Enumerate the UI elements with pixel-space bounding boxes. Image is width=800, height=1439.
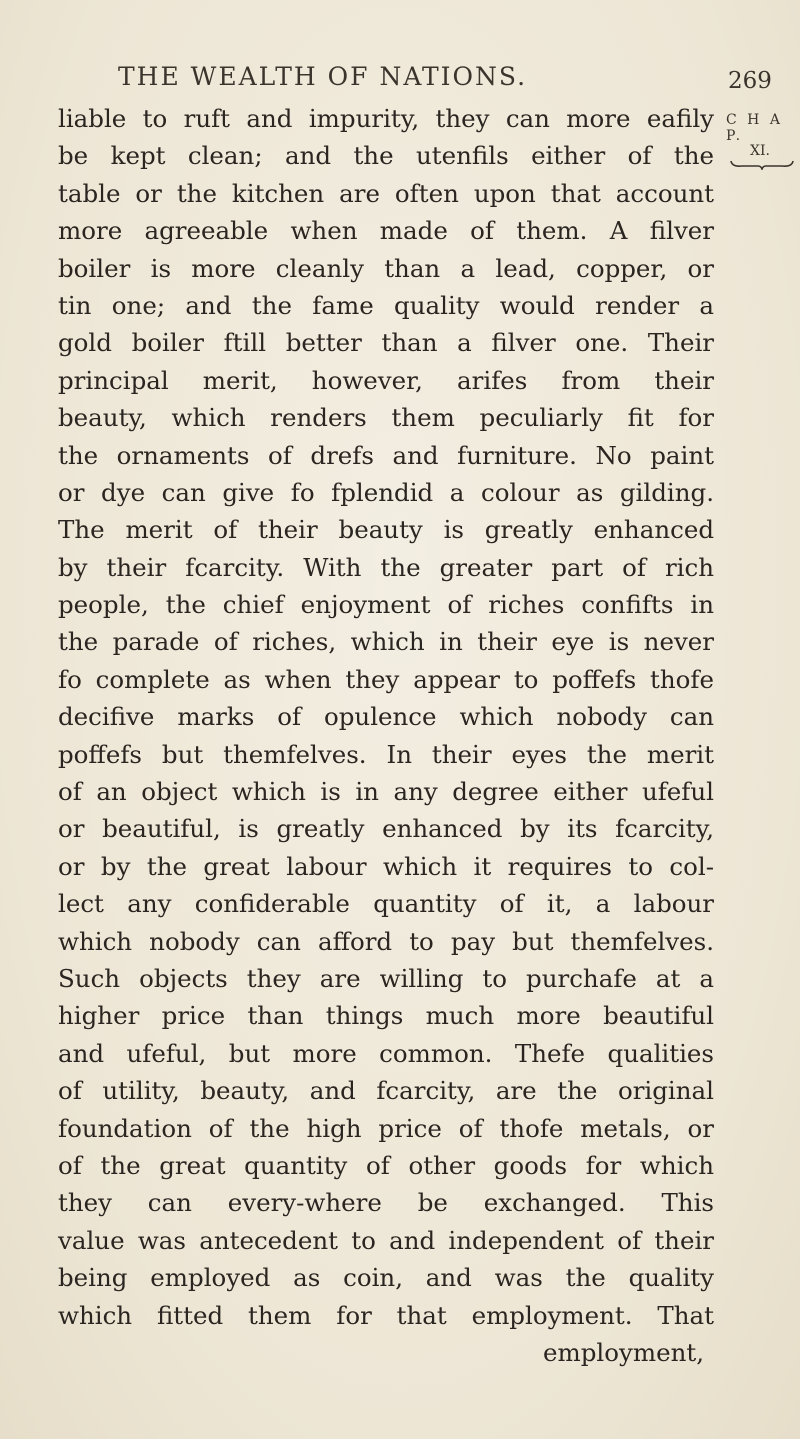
text-line-content: value was antecedent to and independent of their	[58, 1225, 714, 1255]
chapter-number: XI.	[750, 143, 770, 159]
text-line-content: by their fcarcity. With the greater part of rich	[58, 552, 714, 582]
text-line	[58, 324, 714, 361]
text-line	[58, 250, 714, 287]
text-line-content: foundation of the high price of thofe metals, or	[58, 1113, 714, 1143]
text-line	[58, 1147, 714, 1184]
text-line	[58, 997, 714, 1034]
text-line	[58, 773, 714, 810]
text-line-content: people, the chief enjoyment of riches confifts in	[58, 590, 714, 620]
brace-ornament-icon	[730, 160, 794, 170]
text-line	[58, 175, 714, 212]
text-line-content: gold boiler ftill better than a filver one. Their	[58, 328, 714, 358]
text-line-content: The merit of their beauty is greatly enhanced	[58, 515, 714, 545]
chapter-marginal-note	[726, 112, 796, 170]
text-line	[58, 736, 714, 773]
text-line-content: boiler is more cleanly than a lead, copper, or	[58, 253, 714, 283]
text-line	[58, 586, 714, 623]
text-line	[58, 137, 714, 174]
page-number: 269	[728, 68, 772, 94]
text-line-content: which nobody can afford to pay but themfelves.	[58, 926, 714, 956]
text-line-content: of an object which is in any degree either ufeful	[58, 777, 714, 807]
text-line	[58, 1072, 714, 1109]
text-line	[58, 698, 714, 735]
text-line-content: and ufeful, but more common. Thefe qualities	[58, 1038, 714, 1068]
text-line	[58, 287, 714, 324]
text-line	[58, 212, 714, 249]
text-line	[58, 661, 714, 698]
catchword-block	[58, 1334, 714, 1371]
text-line-content: or by the great labour which it requires to col-	[58, 851, 714, 881]
running-head: THE WEALTH OF NATIONS.	[118, 62, 528, 91]
text-line-content: of the great quantity of other goods for which	[58, 1150, 714, 1180]
text-line	[58, 474, 714, 511]
catchword-line	[58, 1334, 714, 1371]
text-line	[58, 1184, 714, 1221]
text-line	[58, 549, 714, 586]
text-line-content: liable to ruft and impurity, they can more eafily	[58, 104, 714, 133]
text-line-content: Such objects they are willing to purchafe at a	[58, 963, 714, 993]
text-line	[58, 399, 714, 436]
text-line	[58, 885, 714, 922]
text-line-content: poffefs but themfelves. In their eyes the merit	[58, 739, 714, 769]
text-line	[58, 1110, 714, 1147]
text-line-content: higher price than things much more beautiful	[58, 1001, 714, 1031]
text-line	[58, 1297, 714, 1334]
body-text	[58, 100, 714, 1334]
text-line	[58, 848, 714, 885]
text-line	[58, 623, 714, 660]
text-line	[58, 100, 714, 137]
text-line	[58, 960, 714, 997]
text-line-content: the parade of riches, which in their eye is never	[58, 627, 714, 657]
text-line-content: lect any confiderable quantity of it, a labour	[58, 889, 714, 919]
text-line-content: tin one; and the fame quality would render a	[58, 290, 714, 320]
text-line-content: the ornaments of drefs and furniture. No paint	[58, 440, 714, 470]
text-line-content: more agreeable when made of them. A filver	[58, 216, 714, 246]
text-line-content: being employed as coin, and was the quality	[58, 1263, 714, 1293]
text-line-content: of utility, beauty, and fcarcity, are the original	[58, 1076, 714, 1106]
text-line-content: which fitted them for that employment. That	[58, 1300, 714, 1330]
text-line	[58, 362, 714, 399]
text-line	[58, 810, 714, 847]
catchword: employment,	[543, 1338, 704, 1367]
text-line	[58, 437, 714, 474]
text-line	[58, 923, 714, 960]
text-line-content: table or the kitchen are often upon that account	[58, 178, 714, 208]
text-line	[58, 1222, 714, 1259]
text-line-content: be kept clean; and the utenfils either of the	[58, 141, 714, 171]
chapter-label: C H A P.	[726, 112, 783, 144]
text-line-content: decifive marks of opulence which nobody can	[58, 702, 714, 732]
text-line-content: beauty, which renders them peculiarly fit for	[58, 403, 714, 433]
text-line	[58, 1259, 714, 1296]
text-line-content: they can every-where be exchanged. This	[58, 1188, 714, 1218]
text-line-content: principal merit, however, arifes from their	[58, 365, 714, 395]
text-line	[58, 1035, 714, 1072]
text-line-content: fo complete as when they appear to poffefs thofe	[58, 664, 714, 694]
text-line-content: or dye can give fo fplendid a colour as gilding.	[58, 477, 714, 507]
text-line	[58, 511, 714, 548]
text-line-content: or beautiful, is greatly enhanced by its fcarcity,	[58, 814, 714, 844]
